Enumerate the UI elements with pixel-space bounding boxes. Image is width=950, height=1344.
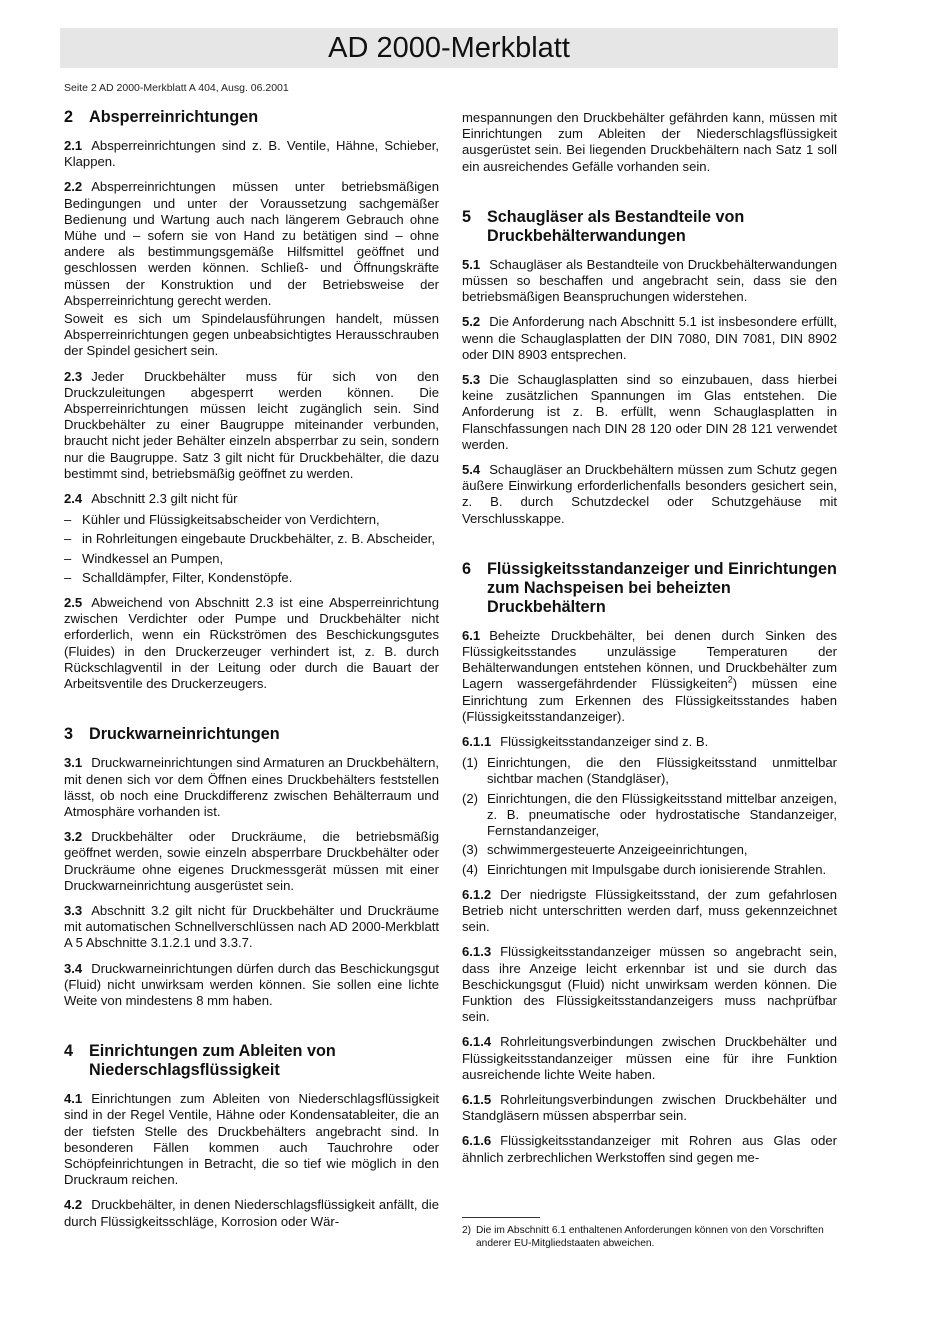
section-title: Absperreinrichtungen (89, 108, 259, 126)
paragraph-text: Beheizte Druckbehälter, bei denen durch Sinken des Flüssigkeitsstandes unzulässige Temperaturen der Behälterwandungen entstehen können, und Druckbehälter zum Lagern wassergefährdender Flüssigkeiten (462, 627, 837, 692)
paragraph-number: 2.2 (64, 179, 83, 195)
list-item-text: Windkessel an Pumpen, (82, 550, 224, 566)
paragraph-text: ) müssen eine Einrichtung zum Erkennen des Flüssigkeitsstandes haben (Flüssigkeitsstandanzeiger). (462, 676, 837, 724)
paragraph-6-1-6 (462, 1133, 837, 1165)
exception-list (64, 512, 439, 586)
section-number: 3 (64, 725, 74, 744)
section-4-heading (64, 1042, 439, 1080)
paragraph-text: Schaugläser als Bestandteile von Druckbehälterwandungen müssen so beschaffen und angebracht sein, dass sie den betriebsmäßigen Beanspruchungen widerstehen. (462, 256, 837, 305)
list-item-text: Einrichtungen, die den Flüssigkeitsstand unmittelbar sichtbar machen (Standgläser), (487, 755, 837, 787)
section-number: 6 (462, 559, 472, 578)
footnote (462, 1224, 837, 1250)
paragraph-number: 3.1 (64, 755, 83, 771)
paragraph-text: Die Anforderung nach Abschnitt 5.1 ist insbesondere erfüllt, wenn die Schauglasplatten der DIN 7080, DIN 7081, DIN 8902 oder DIN 8903 entsprechen. (462, 314, 837, 362)
paragraph-text: Einrichtungen zum Ableiten von Niederschlagsflüssigkeit sind in der Regel Ventile, Hähne oder Kondensatableiter, die an der tiefsten Stelle des Druckbehälters angebracht sind. In besonderen Fällen kommen auch Tauchrohre oder Schöpfeinrichtungen in Betracht, die so tief wie möglich in den Druckraum reichen. (64, 1091, 439, 1188)
paragraph-number: 5.3 (462, 372, 481, 388)
paragraph-2-3 (64, 369, 439, 482)
paragraph-5-2 (462, 314, 837, 363)
paragraph-number: 2.1 (64, 138, 83, 153)
paragraph-6-1-2 (462, 887, 837, 936)
paragraph-text: Flüssigkeitsstandanzeiger sind z. B. (500, 734, 709, 750)
paragraph-4-2-continued: mespannungen den Druckbehälter gefährden kann, müssen mit Einrichtungen zum Ableiten der Niederschlagsflüssigkeit ausgerüstet sein. Bei liegenden Druckbehältern nach Satz 1 soll ein ausreichendes Gefälle vorhanden sein. (462, 110, 837, 174)
paragraph-text: Absperreinrichtungen sind z. B. Ventile, Hähne, Schieber, Klappen. (64, 138, 439, 170)
section-title: Flüssigkeitsstandanzeiger und Einrichtungen zum Nachspeisen bei beheizten Druckbehältern (487, 559, 837, 616)
left-column (64, 108, 439, 1239)
list-item-text: Kühler und Flüssigkeitsabscheider von Verdichtern, (82, 512, 380, 528)
paragraph-number: 2.5 (64, 595, 83, 611)
list-marker: – (64, 512, 72, 528)
paragraph-text: Abschnitt 3.2 gilt nicht für Druckbehälter und Druckräume mit automatischen Schnellverschlüssen nach AD 2000-Merkblatt A 5 Abschnitte 3.1.2.1 und 3.3.7. (64, 902, 439, 951)
list-item (462, 862, 837, 878)
paragraph-number: 6.1 (462, 627, 481, 643)
paragraph-3-1 (64, 755, 439, 820)
paragraph-number: 6.1.6 (462, 1133, 492, 1149)
section-title: Einrichtungen zum Ableiten von Niederschlagsflüssigkeit (89, 1042, 336, 1080)
paragraph-number: 5.4 (462, 462, 481, 478)
paragraph-number: 6.1.3 (462, 944, 492, 960)
paragraph-text: Abweichend von Abschnitt 2.3 ist eine Absperreinrichtung zwischen Verdichter oder Pumpe und Druckbehälter nicht erforderlich, wenn ein Rückströmen des Beschickungsgutes (Fluides) in den Druckerzeuger verhindert ist, z. B. durch Rückschlagventil in der Leitung oder durch die Bauart der Arbeitsventile des Druckerzeugers. (64, 595, 439, 692)
footnote-text: Die im Abschnitt 6.1 enthaltenen Anforderungen können von den Vorschriften anderer EU-Mitgliedstaaten abweichen. (476, 1225, 824, 1249)
section-number: 5 (462, 207, 472, 226)
paragraph-3-2 (64, 829, 439, 894)
list-marker: – (64, 569, 72, 585)
paragraph-number: 6.1.4 (462, 1034, 492, 1050)
section-number: 4 (64, 1042, 74, 1061)
section-title: Schaugläser als Bestandteile von Druckbehälterwandungen (487, 207, 745, 245)
section-number: 2 (64, 108, 74, 126)
paragraph-text: Die Schauglasplatten sind so einzubauen, dass hierbei keine zusätzlichen Spannungen im Glas entstehen. Die Anforderung ist z. B. erfüllt, wenn Schauglasplatten in Flanschfassungen nach DIN 28 120 oder DIN 28 121 verwendet werden. (462, 372, 837, 452)
section-2-heading (64, 108, 439, 127)
paragraph-4-1 (64, 1091, 439, 1188)
paragraph-text: Rohrleitungsverbindungen zwischen Druckbehälter und Standgläsern müssen absperrbar sein. (462, 1091, 837, 1124)
paragraph-2-2 (64, 179, 439, 309)
paragraph-5-4 (462, 462, 837, 527)
paragraph-5-3 (462, 372, 837, 453)
paragraph-text: Druckwarneinrichtungen dürfen durch das Beschickungsgut (Fluid) nicht unwirksam werden können. Sie sollen eine lichte Weite von mindestens 8 mm haben. (64, 960, 439, 1008)
list-item (462, 791, 837, 840)
page-reference: Seite 2 AD 2000-Merkblatt A 404, Ausg. 06.2001 (64, 82, 289, 94)
indicator-list (462, 755, 837, 877)
list-marker: – (64, 531, 72, 547)
list-item (462, 755, 837, 787)
list-marker: (3) (462, 842, 479, 858)
paragraph-text: Druckbehälter oder Druckräume, die betriebsmäßig geöffnet werden, sowie einzeln absperrbare Druckbehälter oder Druckräume ohne eigenes Druckmessgerät müssen mit einer Druckwarneinrichtung ausgerüstet sein. (64, 829, 439, 893)
paragraph-number: 5.1 (462, 256, 481, 272)
list-item (462, 842, 837, 858)
paragraph-text: Der niedrigste Flüssigkeitsstand, der zum gefahrlosen Betrieb nicht unterschritten werden darf, muss gekennzeichnet sein. (462, 886, 837, 935)
paragraph-number: 6.1.1 (462, 734, 492, 750)
paragraph-3-4 (64, 961, 439, 1010)
paragraph-number: 3.3 (64, 902, 83, 918)
list-marker: – (64, 550, 72, 566)
header-bar (60, 28, 838, 68)
paragraph-number: 2.4 (64, 491, 83, 507)
list-marker: (1) (462, 755, 479, 771)
paragraph-text: Flüssigkeitsstandanzeiger mit Rohren aus Glas oder ähnlich zerbrechlichen Werkstoffen sind gegen me- (462, 1133, 837, 1165)
list-item (64, 570, 439, 586)
paragraph-text: Druckwarneinrichtungen sind Armaturen an Druckbehältern, mit denen sich vor dem Öffnen eines Druckbehälters feststellen lässt, ob noch eine Druckdifferenz zwischen Behälterraum und Atmosphäre vorhanden ist. (64, 755, 439, 819)
paragraph-2-4 (64, 491, 439, 507)
paragraph-number: 6.1.5 (462, 1091, 492, 1107)
paragraph-3-3 (64, 903, 439, 952)
paragraph-text: Absperreinrichtungen müssen unter betriebsmäßigen Bedingungen und unter der Voraussetzung sachgemäßer Bedienung und Wartung auch nach längerem Gebrauch ohne Mühe und – sofern sie von Hand zu betätigen sind – ohne andere als bestimmungsgemäße Hilfsmittel geöffnet und geschlossen werden können. Schließ- und Öffnungskräfte müssen der Konstruktion und der Betriebsweise der Absperreinrichtung gerecht werden. (64, 179, 439, 308)
paragraph-6-1-3 (462, 944, 837, 1025)
list-marker: (2) (462, 790, 479, 806)
footnote-mark: 2) (462, 1225, 472, 1236)
paragraph-number: 3.2 (64, 829, 83, 845)
list-item-text: in Rohrleitungen eingebaute Druckbehälter, z. B. Abscheider, (82, 531, 436, 547)
list-item-text: Einrichtungen mit Impulsgabe durch ionisierende Strahlen. (487, 861, 827, 877)
paragraph-6-1-5 (462, 1092, 837, 1124)
right-column (462, 110, 837, 1175)
list-item (64, 551, 439, 567)
paragraph-number: 5.2 (462, 314, 481, 330)
list-marker: (4) (462, 861, 479, 877)
paragraph-2-5 (64, 595, 439, 692)
list-item-text: schwimmergesteuerte Anzeigeeinrichtungen, (487, 842, 748, 858)
paragraph-text: Schaugläser an Druckbehältern müssen zum Schutz gegen äußere Einwirkung erforderlichenfalls besonders gesichert sein, z. B. durch Schutzdeckel oder Schutzgehäuse mit Verschlusskappe. (462, 462, 837, 526)
paragraph-text: Rohrleitungsverbindungen zwischen Druckbehälter und Flüssigkeitsstandanzeiger müssen eine für ihre Funktion ausreichende lichte Weite haben. (462, 1034, 837, 1082)
paragraph-number: 2.3 (64, 368, 83, 384)
section-title: Druckwarneinrichtungen (89, 725, 280, 744)
footnote-divider (462, 1217, 540, 1218)
paragraph-number: 4.2 (64, 1197, 83, 1213)
paragraph-2-1 (64, 138, 439, 170)
paragraph-text: Druckbehälter, in denen Niederschlagsflüssigkeit anfällt, die durch Flüssigkeitsschläge, Korrosion oder Wär- (64, 1197, 439, 1229)
paragraph-2-2-continued: Soweit es sich um Spindelausführungen handelt, müssen Absperreinrichtungen gegen unbeabsichtigtes Herausschrauben der Spindel gesichert sein. (64, 311, 439, 359)
paragraph-6-1 (462, 628, 837, 725)
section-5-heading (462, 208, 837, 246)
list-item (64, 512, 439, 528)
paragraph-number: 3.4 (64, 960, 83, 976)
section-3-heading (64, 725, 439, 744)
page-title: AD 2000-Merkblatt (328, 32, 570, 64)
footnote-reference: 2 (727, 675, 733, 686)
list-item-text: Einrichtungen, die den Flüssigkeitsstand mittelbar anzeigen, z. B. pneumatische oder hydrostatische Standanzeiger, Fernstandanzeiger, (487, 790, 837, 839)
list-item-text: Schalldämpfer, Filter, Kondenstöpfe. (82, 569, 293, 585)
paragraph-number: 6.1.2 (462, 886, 492, 902)
paragraph-6-1-1 (462, 734, 837, 750)
paragraph-5-1 (462, 257, 837, 306)
paragraph-6-1-4 (462, 1034, 837, 1083)
paragraph-number: 4.1 (64, 1091, 83, 1107)
paragraph-text: Abschnitt 2.3 gilt nicht für (91, 491, 238, 507)
list-item (64, 531, 439, 547)
paragraph-4-2 (64, 1197, 439, 1229)
paragraph-text: Jeder Druckbehälter muss für sich von den Druckzuleitungen abgesperrt werden können. Die Absperreinrichtungen müssen leicht zugänglich sein. Sind Druckbehälter zu einer Baugruppe miteinander verbunden, braucht nicht jeder Behälter einzeln absperrbar zu sein, sondern nur die Baugruppe. Satz 3 gilt nicht für Druckbehälter, die dazu bestimmt sind, betriebsmäßig geöffnet zu werden. (64, 368, 439, 481)
section-6-heading (462, 560, 837, 617)
paragraph-text: Flüssigkeitsstandanzeiger müssen so angebracht sein, dass ihre Anzeige leicht erkennbar ist und sie durch das Beschickungsgut (Fluid) nicht unwirksam werden können. Die Funktion des Flüssigkeitsstandanzeigers muss nachprüfbar sein. (462, 944, 837, 1025)
